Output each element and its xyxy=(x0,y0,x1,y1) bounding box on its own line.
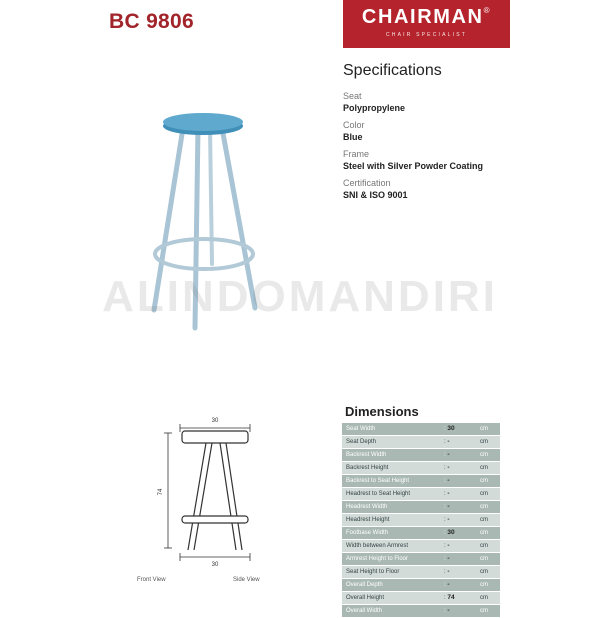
spec-label: Seat xyxy=(343,91,362,101)
dimension-unit: cm xyxy=(480,488,500,501)
side-view-label: Side View xyxy=(233,577,260,583)
table-row xyxy=(342,605,500,618)
spec-label: Color xyxy=(343,120,365,130)
spec-item-certification xyxy=(343,178,583,207)
dimension-unit: cm xyxy=(480,605,500,618)
table-row xyxy=(342,514,500,527)
dimension-value: : - xyxy=(444,449,480,462)
dimension-unit: cm xyxy=(480,423,500,436)
dimension-label: Armrest Height to Floor xyxy=(342,553,444,566)
table-row xyxy=(342,475,500,488)
table-row xyxy=(342,488,500,501)
specifications-title: Specifications xyxy=(343,62,442,79)
dimension-label: Seat Width xyxy=(342,423,444,436)
table-row xyxy=(342,501,500,514)
dimension-label: Width between Armrest xyxy=(342,540,444,553)
specifications-list xyxy=(343,91,583,207)
dimension-unit: cm xyxy=(480,449,500,462)
dimension-unit: cm xyxy=(480,579,500,592)
model-code: BC 9806 xyxy=(109,10,194,33)
dimension-label: Headrest Width xyxy=(342,501,444,514)
table-row xyxy=(342,592,500,605)
dimension-value: : 30 xyxy=(444,423,480,436)
dimension-label: Backrest Height xyxy=(342,462,444,475)
table-row xyxy=(342,449,500,462)
dimension-label: Backrest to Seat Height xyxy=(342,475,444,488)
spec-label: Frame xyxy=(343,149,370,159)
dimensions-title: Dimensions xyxy=(345,404,419,419)
dimension-unit: cm xyxy=(480,592,500,605)
dimension-value: : - xyxy=(444,475,480,488)
brand-logo xyxy=(343,0,510,48)
dimension-label: Overall Depth xyxy=(342,579,444,592)
table-row xyxy=(342,540,500,553)
dimension-unit: cm xyxy=(480,527,500,540)
dimension-value: : - xyxy=(444,540,480,553)
dimension-unit: cm xyxy=(480,436,500,449)
dimension-label: Overall Height xyxy=(342,592,444,605)
dimension-value: : - xyxy=(444,436,480,449)
dimension-label: Footbase Width xyxy=(342,527,444,540)
dimension-unit: cm xyxy=(480,462,500,475)
dimension-label: Backrest Width xyxy=(342,449,444,462)
spec-value: Blue xyxy=(343,132,363,142)
spec-value: Polypropylene xyxy=(343,103,406,113)
height-label: 74 xyxy=(158,488,164,496)
spec-item-color xyxy=(343,120,583,149)
dimension-unit: cm xyxy=(480,475,500,488)
table-row xyxy=(342,423,500,436)
dimension-unit: cm xyxy=(480,566,500,579)
dimension-label: Overall Width xyxy=(342,605,444,618)
watermark: ALINDOMANDIRI xyxy=(102,272,498,321)
table-row xyxy=(342,462,500,475)
table-row xyxy=(342,553,500,566)
dimension-unit: cm xyxy=(480,540,500,553)
table-row xyxy=(342,566,500,579)
dimension-value: : - xyxy=(444,605,480,618)
dimension-value: : - xyxy=(444,566,480,579)
dimension-value: : - xyxy=(444,553,480,566)
dimension-drawing xyxy=(140,400,290,590)
spec-label: Certification xyxy=(343,178,391,188)
dimension-unit: cm xyxy=(480,514,500,527)
spec-value: Steel with Silver Powder Coating xyxy=(343,161,484,171)
spec-value: SNI & ISO 9001 xyxy=(343,190,408,200)
brand-name: CHAIRMAN® xyxy=(361,6,492,28)
dimension-unit: cm xyxy=(480,553,500,566)
dimension-value: : 74 xyxy=(444,592,480,605)
dimension-value: : - xyxy=(444,514,480,527)
dimension-unit: cm xyxy=(480,501,500,514)
dimension-value: : 30 xyxy=(444,527,480,540)
table-row xyxy=(342,579,500,592)
dimension-label: Seat Depth xyxy=(342,436,444,449)
bottom-width-label: 30 xyxy=(211,562,219,568)
spec-item-frame xyxy=(343,149,583,178)
table-row xyxy=(342,436,500,449)
dimension-value: : - xyxy=(444,579,480,592)
dimension-value: : - xyxy=(444,501,480,514)
dimension-label: Headrest Height xyxy=(342,514,444,527)
spec-item-seat xyxy=(343,91,583,120)
dimension-value: : - xyxy=(444,488,480,501)
table-row xyxy=(342,527,500,540)
dimension-value: : - xyxy=(444,462,480,475)
dimension-label: Headrest to Seat Height xyxy=(342,488,444,501)
dimension-label: Seat Height to Floor xyxy=(342,566,444,579)
top-width-label: 30 xyxy=(211,418,219,424)
front-view-label: Front View xyxy=(137,577,166,583)
brand-tagline: CHAIR SPECIALIST xyxy=(385,32,468,38)
dimensions-table xyxy=(342,423,500,618)
